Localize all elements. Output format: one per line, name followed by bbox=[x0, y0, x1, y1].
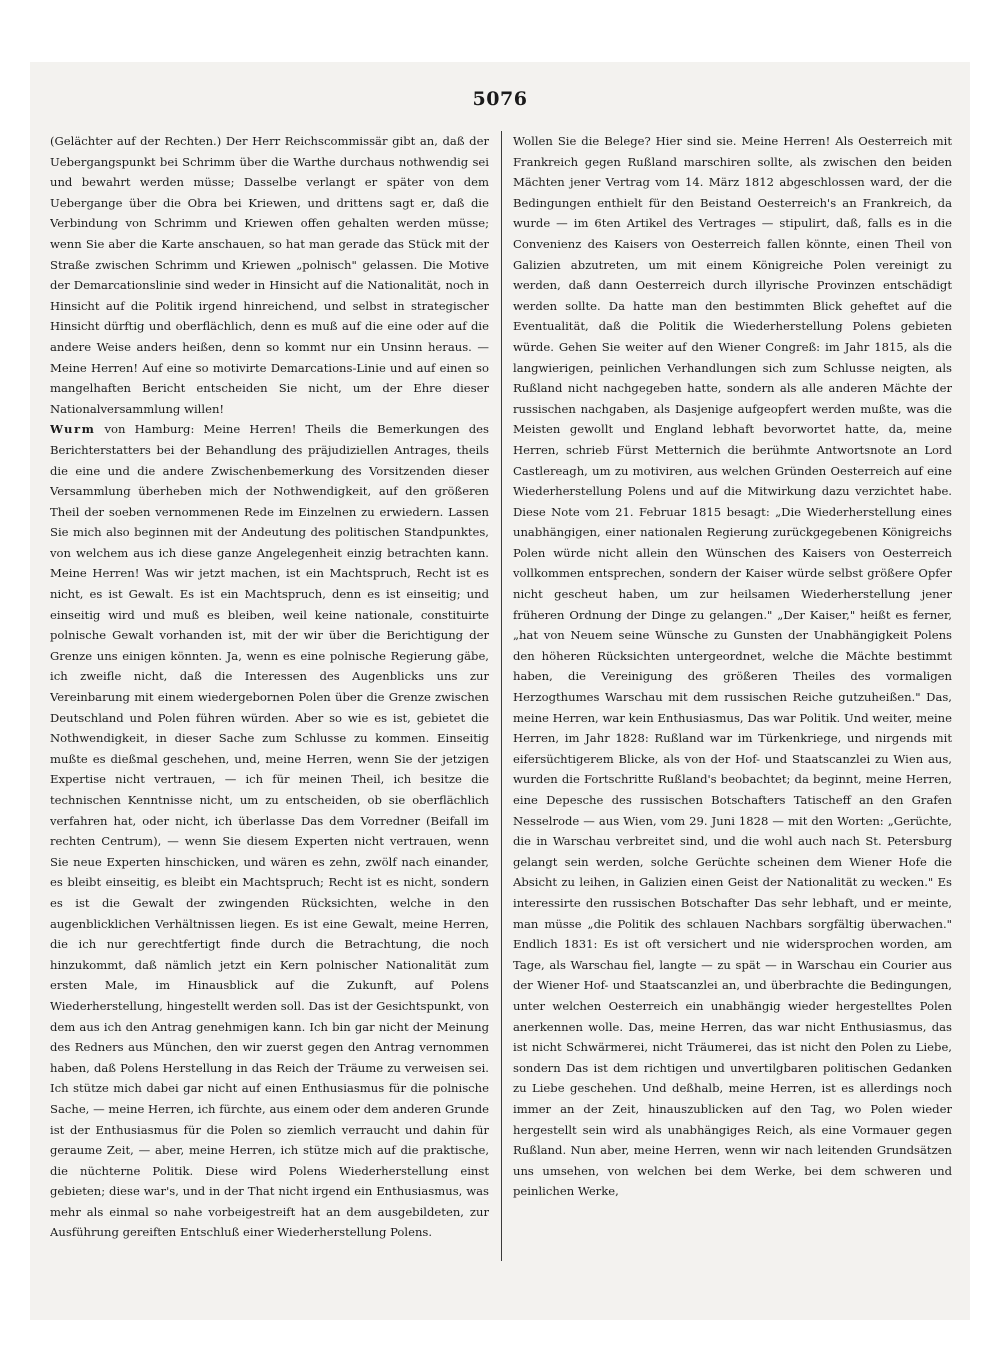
paragraph: Wollen Sie die Belege? Hier sind sie. Meine Herren! Als Oesterreich mit Frankreich gegen Rußland marschiren sollte, als zwischen den beiden Mächten jener Vertrag vom 14. März 1812 abgeschlossen ward, der die Bedingungen enthielt für den Beistand Oesterreich's an Frankreich, da wurde — im 6ten Artikel des Vertrages — stipulirt, daß, falls es in die Convenienz des Kaisers von Oesterreich fallen könnte, einen Theil von Galizien abzutreten, um mit einem Königreiche Polen vereinigt zu werden, daß dann Oesterreich durch illyrische Provinzen entschädigt werden sollte. Da hatte man den bestimmten Blick geheftet auf die Eventualität, daß die Politik die Wiederherstellung Polens gebieten würde. Gehen Sie weiter auf den Wiener Congreß: im Jahr 1815, als die langwierigen, peinlichen Verhandlungen sich zum Schlusse neigten, als Rußland nicht nachgegeben hatte, sondern als alle anderen Mächte der russischen nachgaben, als Dasjenige aufgeopfert werden mußte, was die Meisten gewollt und England lebhaft bevorwortet hatte, da, meine Herren, schrieb Fürst Metternich die berühmte Antwortsnote an Lord Castlereagh, um zu motiviren, aus welchen Gründen Oesterreich auf eine Wiederherstellung Polens und auf die Mitwirkung dazu verzichtet habe. Diese Note vom 21. Februar 1815 besagt: „Die Wiederherstellung eines unabhängigen, einer nationalen Regierung zurückgegebenen Königreichs Polen würde nicht allein den Wünschen des Kaisers von Oesterreich vollkommen entsprechen, sondern der Kaiser würde selbst größere Opfer nicht gescheut haben, um zur heilsamen Wiederherstellung jener früheren Ordnung der Dinge zu gelangen." „Der Kaiser," heißt es ferner, „hat von Neuem seine Wünsche zu Gunsten der Unabhängigkeit Polens den höheren Rücksichten untergeordnet, welche die Mächte bestimmt haben, die Vereinigung des größeren Theiles des vormaligen Herzogthumes Warschau mit dem russischen Reiche gutzuheißen." Das, meine Herren, war kein Enthusiasmus, Das war Politik. Und weiter, meine Herren, im Jahr 1828: Rußland war im Türkenkriege, und nirgends mit eifersüchtigerem Blicke, als von der Hof- und Staatscanzlei zu Wien aus, wurden die Fortschritte Rußland's beobachtet; da beginnt, meine Herren, eine Depesche des russischen Botschafters Tatischeff an den Grafen Nesselrode — aus Wien, vom 29. Juni 1828 — mit den Worten: „Gerüchte, die in Warschau verbreitet sind, und die wohl auch nach St. Petersburg gelangt sein werden, solche Gerüchte scheinen dem Wiener Hofe die Absicht zu leihen, in Galizien einen Geist der Nationalität zu wecken." Es interessirte den russischen Botschafter Das sehr lebhaft, und er meinte, man müsse „die Politik des schlauen Nachbars sorgfältig überwachen." Endlich 1831: Es ist oft versichert und nie widersprochen worden, am Tage, als Warschau fiel, langte — zu spät — in Warschau ein Courier aus der Wiener Hof- und Staatscanzlei an, und überbrachte die Bedingungen, unter welchen Oesterreich ein unabhängig wieder hergestelltes Polen anerkennen wolle. Das, meine Herren, das war nicht Enthusiasmus, das ist nicht Schwärmerei, nicht Träumerei, das ist nicht den Polen zu Liebe, sondern Das ist dem richtigen und unvertilgbaren politischen Gedanken zu Liebe geschehen. Und deßhalb, meine Herren, ist es allerdings noch immer an der Zeit, hinauszublicken auf den Tag, wo Polen wieder hergestellt sein wird als unabhängiges Reich, als eine Vormauer gegen Rußland. Nun aber, meine Herren, wenn wir nach leitenden Grundsätzen uns umsehen, von welchen bei dem Werke, bei dem schweren und peinlichen Werke, bbox=[513, 134, 952, 1199]
page-number: 5076 bbox=[472, 88, 528, 110]
speaker-name: Wurm bbox=[50, 422, 96, 437]
paragraph: (Gelächter auf der Rechten.) Der Herr Reichscommissär gibt an, daß der Uebergangspunkt bei Schrimm über die Warthe durchaus nothwendig sei und bewahrt werden müsse; Dasselbe verlangt er später von dem Uebergange über die Obra bei Kriewen, und drittens sagt er, daß die Verbindung von Schrimm und Kriewen offen gehalten werden müsse; wenn Sie aber die Karte anschauen, so hat man gerade das Stück mit der Straße zwischen Schrimm und Kriewen „polnisch" gelassen. Die Motive der Demarcationslinie sind weder in Hinsicht auf die Nationalität, noch in Hinsicht auf die Politik irgend hinreichend, und selbst in strategischer Hinsicht dürftig und oberflächlich, denn es muß auf die eine oder auf die andere Weise anders heißen, denn so kommt nur ein Unsinn heraus. — Meine Herren! Auf eine so motivirte Demarcations-Linie und auf einen so mangelhaften Bericht entscheiden Sie nicht, um der Ehre dieser Nationalversammlung willen! bbox=[50, 134, 489, 416]
paragraph-text: von Hamburg: Meine Herren! Theils die Bemerkungen des Berichterstatters bei der Behandlung des präjudiziellen Antrages, theils die eine und die andere Zwischenbemerkung des Vorsitzenden dieser Versammlung überheben mich der Nothwendigkeit, auf den größeren Theil der soeben vernommenen Rede im Einzelnen zu erwiedern. Lassen Sie mich also beginnen mit der Andeutung des politischen Standpunktes, von welchem aus ich diese ganze Angelegenheit einzig betrachten kann. Meine Herren! Was wir jetzt machen, ist ein Machtspruch, Recht ist es nicht, es ist Gewalt. Es ist ein Machtspruch, denn es ist einseitig; und einseitig wird und muß es bleiben, weil keine nationale, constituirte polnische Gewalt vorhanden ist, mit der wir über die Berichtigung der Grenze uns einigen könnten. Ja, wenn es eine polnische Regierung gäbe, ich zweifle nicht, daß die Interessen des Augenblicks uns zur Vereinbarung mit einem wiedergebornen Polen über die Grenze zwischen Deutschland und Polen führen würden. Aber so wie es ist, gebietet die Nothwendigkeit, in dieser Sache zum Schlusse zu kommen. Einseitig mußte es dießmal geschehen, und, meine Herren, wenn Sie der jetzigen Expertise nicht vertrauen, — ich für meinen Theil, ich besitze die technischen Kenntnisse nicht, um zu entscheiden, ob sie oberflächlich verfahren hat, oder nicht, ich überlasse Das dem Vorredner (Beifall im rechten Centrum), — wenn Sie diesem Experten nicht vertrauen, wenn Sie neue Experten hinschicken, und wären es zehn, zwölf nach einander, es bleibt einseitig, es bleibt ein Machtspruch; Recht ist es nicht, sondern es ist die Gewalt der zwingenden Rücksichten, welche in den augenblicklichen Verhältnissen liegen. Es ist eine Gewalt, meine Herren, die ich nur gerechtfertigt finde durch die Betrachtung, die noch hinzukommt, daß nämlich jetzt ein Kern polnischer Nationalität zum ersten Male, im Hinausblick auf die Zukunft, auf Polens Wiederherstellung, hingestellt werden soll. Das ist der Gesichtspunkt, von dem aus ich den Antrag genehmigen kann. Ich bin gar nicht der Meinung des Redners aus München, den wir zuerst gegen den Antrag vernommen haben, daß Polens Herstellung in das Reich der Träume zu verweisen sei. Ich stütze mich dabei gar nicht auf einen Enthusiasmus für die polnische Sache, — meine Herren, ich fürchte, aus einem oder dem anderen Grunde ist der Enthusiasmus für die Polen so ziemlich verraucht und dahin für geraume Zeit, — aber, meine Herren, ich stütze mich auf die praktische, die nüchterne Politik. Diese wird Polens Wiederherstellung einst gebieten; diese war's, und in der That nicht irgend ein Enthusiasmus, was mehr als einmal so nahe vorbeigestreift hat an dem ausgebildeten, zur Ausführung gereiften Entschluß einer Wiederherstellung Polens. bbox=[50, 422, 489, 1240]
text-column-left bbox=[50, 131, 489, 1263]
text-column-right bbox=[513, 131, 952, 1263]
column-divider bbox=[501, 131, 502, 1261]
speaker-paragraph bbox=[50, 419, 489, 1243]
